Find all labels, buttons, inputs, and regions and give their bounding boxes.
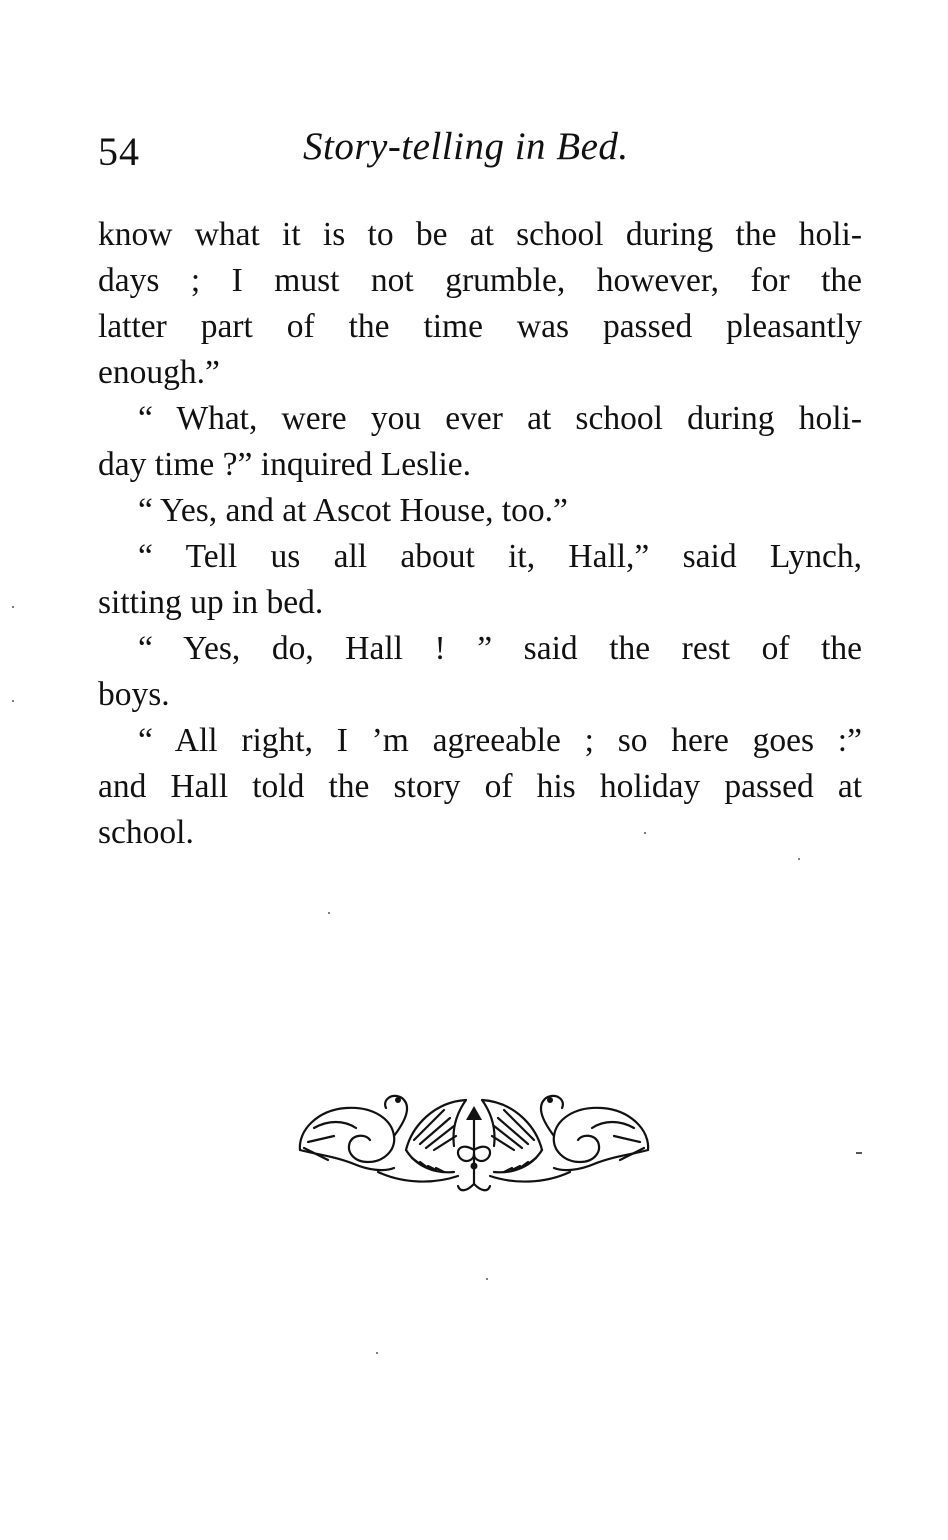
page-number: 54 [98, 129, 140, 174]
running-title: Story-telling in Bed. [303, 125, 629, 168]
text-line: boys. [98, 676, 170, 713]
paper-speck [486, 1278, 488, 1280]
body-text [98, 212, 862, 856]
text-line: days ; I must not grumble, however, for the [98, 262, 862, 299]
text-line: “ Yes, do, Hall ! ” said the rest of the [138, 630, 862, 667]
running-head [98, 118, 858, 178]
text-line: school. [98, 814, 194, 851]
paper-speck [376, 1352, 378, 1354]
text-line: “ What, were you ever at school during holi- [138, 400, 862, 437]
text-line: and Hall told the story of his holiday passed at [98, 768, 862, 805]
paper-speck [328, 912, 330, 914]
paper-speck [644, 832, 646, 834]
paper-speck [798, 858, 800, 860]
text-line: day time ?” inquired Leslie. [98, 446, 472, 483]
text-line: enough.” [98, 354, 220, 391]
paper-speck [856, 1152, 862, 1154]
text-line: “ Tell us all about it, Hall,” said Lynch, [138, 538, 862, 575]
text-line: know what it is to be at school during the holi- [98, 216, 862, 253]
text-line: sitting up in bed. [98, 584, 324, 621]
text-line: “ All right, I ’m agreeable ; so here goes :” [138, 722, 862, 759]
paper-speck [12, 700, 14, 702]
winged-swans-tailpiece-icon [294, 1080, 654, 1200]
text-line: “ Yes, and at Ascot House, too.” [138, 492, 568, 529]
text-line: latter part of the time was passed pleasantly [98, 308, 862, 345]
paper-speck [12, 606, 14, 608]
